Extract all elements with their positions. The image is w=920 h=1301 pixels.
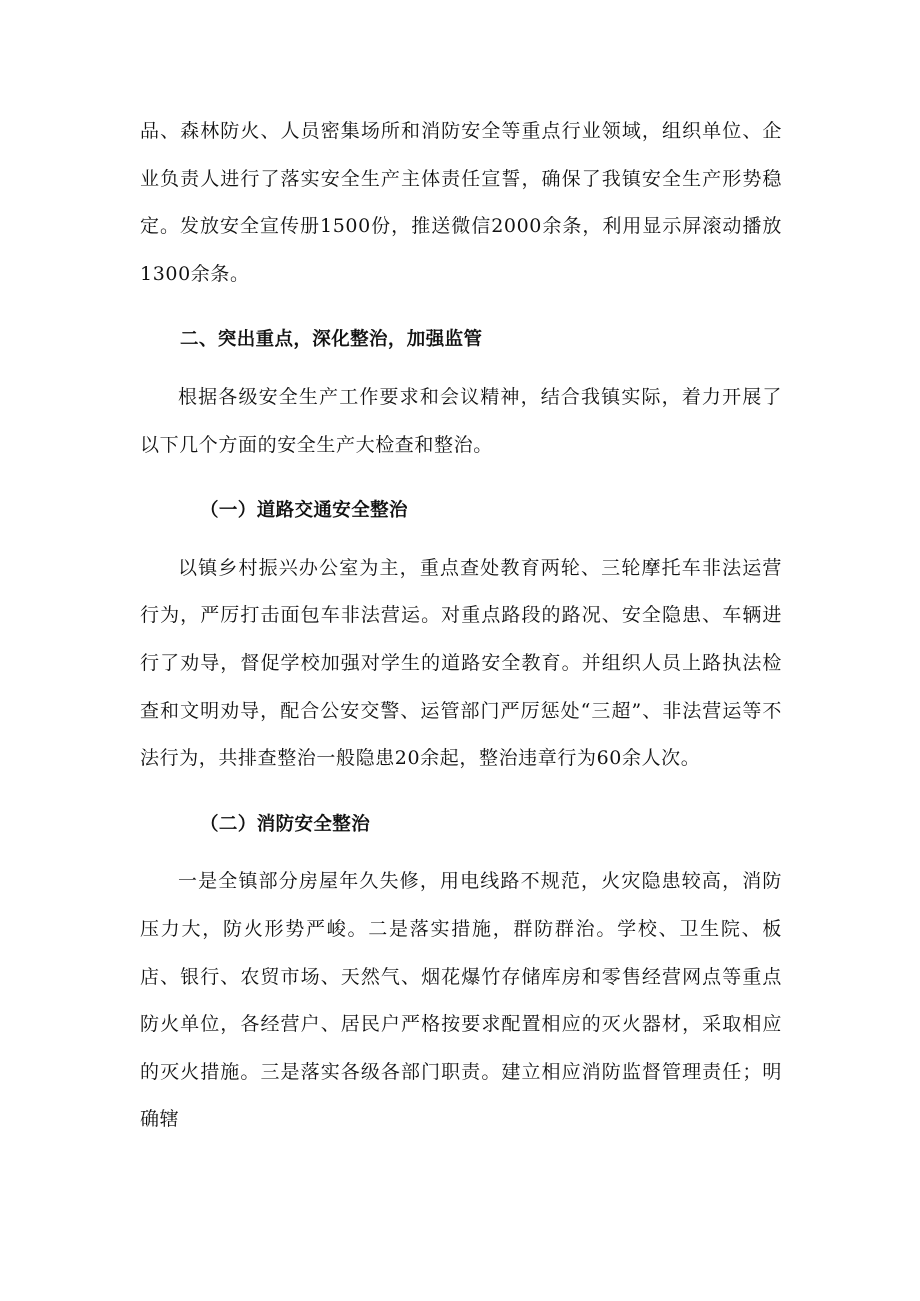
body-paragraph-road-traffic: 以镇乡村振兴办公室为主，重点查处教育两轮、三轮摩托车非法运营行为，严厉打击面包车非法营运。对重点路段的路况、安全隐患、车辆进行了劝导，督促学校加强对学生的道路安全教育。并组织人员上路执法检查和文明劝导，配合公安交警、运管部门严厉惩处“三超”、非法营运等不法行为，共排查整治一般隐患20余起，整治违章行为60余人次。 — [140, 556, 782, 770]
body-paragraph-continuation: 品、森林防火、人员密集场所和消防安全等重点行业领域，组织单位、企业负责人进行了落实安全生产主体责任宣誓，确保了我镇安全生产形势稳定。发放安全宣传册1500份，推送微信2000余条，利用显示屏滚动播放1300余条。 — [140, 120, 782, 285]
spacer — [140, 535, 782, 545]
spacer — [140, 783, 782, 801]
spacer — [140, 298, 782, 316]
spacer — [140, 848, 782, 858]
body-paragraph-intro: 根据各级安全生产工作要求和会议精神，结合我镇实际，着力开展了以下几个方面的安全生产大检查和整治。 — [140, 385, 782, 456]
subsection-heading-fire-safety: （二）消防安全整治 — [200, 813, 371, 835]
spacer — [140, 364, 782, 374]
section-heading-2: 二、突出重点，深化整治，加强监管 — [180, 329, 483, 351]
subsection-heading-road-traffic: （一）道路交通安全整治 — [200, 500, 408, 522]
spacer — [140, 469, 782, 487]
document-page — [140, 108, 782, 1144]
body-paragraph-fire-safety: 一是全镇部分房屋年久失修，用电线路不规范，火灾隐患较高，消防压力大，防火形势严峻。二是落实措施，群防群治。学校、卫生院、板店、银行、农贸市场、天然气、烟花爆竹存储库房和零售经营网点等重点防火单位，各经营户、居民户严格按要求配置相应的灭火器材，采取相应的灭火措施。三是落实各级各部门职责。建立相应消防监督管理责任；明确辖 — [140, 870, 782, 1131]
